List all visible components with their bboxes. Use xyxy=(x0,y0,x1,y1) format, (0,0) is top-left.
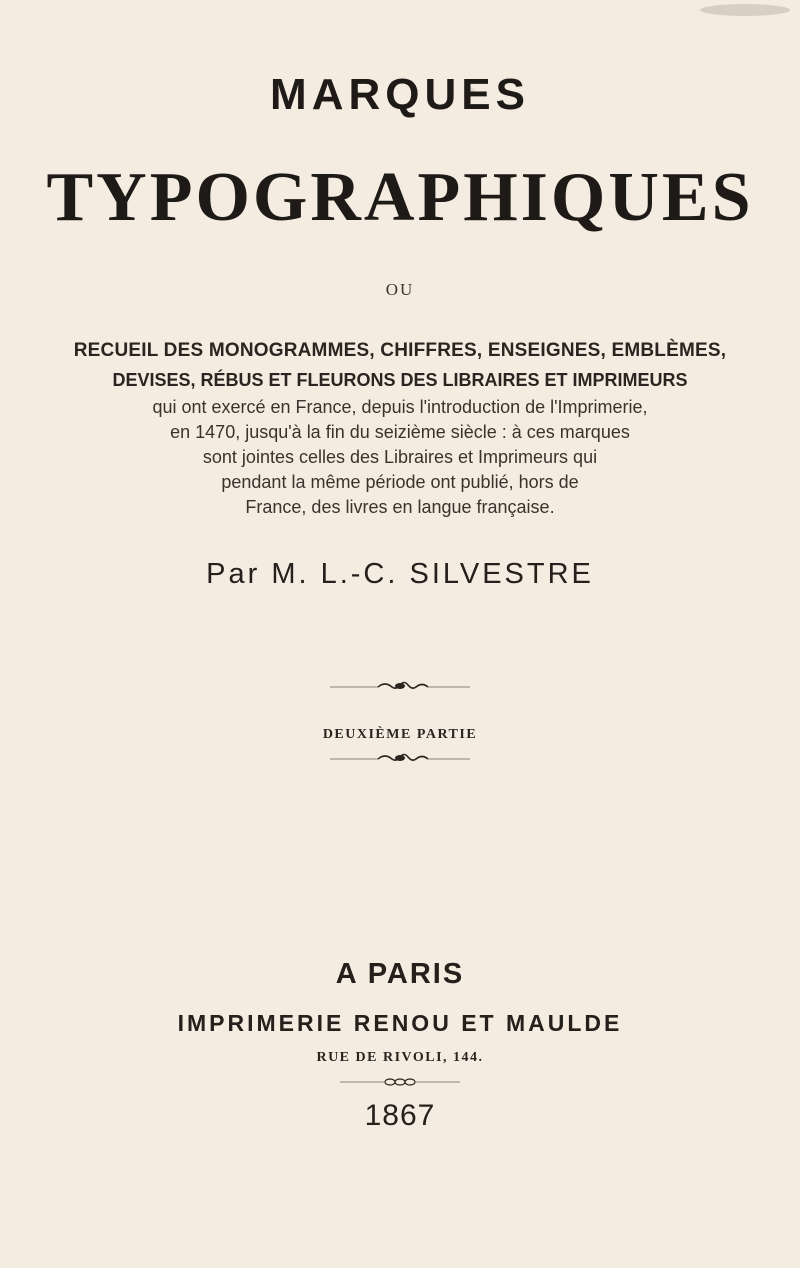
author-name: M. L.-C. SILVESTRE xyxy=(271,558,594,590)
description-line-4: en 1470, jusqu'à la fin du seizième siècle : à ces marques xyxy=(170,422,630,442)
chain-ornament-icon xyxy=(340,1077,460,1087)
paper-stain xyxy=(700,4,790,16)
title-line-1: MARQUES xyxy=(270,70,530,119)
part-label: DEUXIÈME PARTIE xyxy=(322,727,478,742)
description-line-7: France, des livres en langue française. xyxy=(245,497,555,517)
description-line-5: sont jointes celles des Libraires et Imprimeurs qui xyxy=(202,447,598,467)
imprint-city: A PARIS xyxy=(335,958,465,990)
conjunction: OU xyxy=(385,280,415,299)
imprint-address: RUE DE RIVOLI, 144. xyxy=(316,1050,484,1065)
imprint-year: 1867 xyxy=(364,1099,436,1132)
description-line-2: DEVISES, RÉBUS ET FLEURONS DES LIBRAIRES ET IMPRIMEURS xyxy=(112,370,688,390)
fleuron-ornament-icon xyxy=(330,679,470,693)
description-line-6: pendant la même période ont publié, hors de xyxy=(221,472,579,492)
fleuron-ornament-icon xyxy=(330,752,470,766)
title-line-2: TYPOGRAPHIQUES xyxy=(46,159,754,236)
description-line-1: RECUEIL DES MONOGRAMMES, CHIFFRES, ENSEIGNES, EMBLÈMES, xyxy=(73,340,727,361)
author-prefix: Par xyxy=(206,558,261,590)
author-line xyxy=(0,558,800,591)
imprint-printer: IMPRIMERIE RENOU ET MAULDE xyxy=(177,1010,623,1036)
description-line-3: qui ont exercé en France, depuis l'introduction de l'Imprimerie, xyxy=(152,397,648,417)
